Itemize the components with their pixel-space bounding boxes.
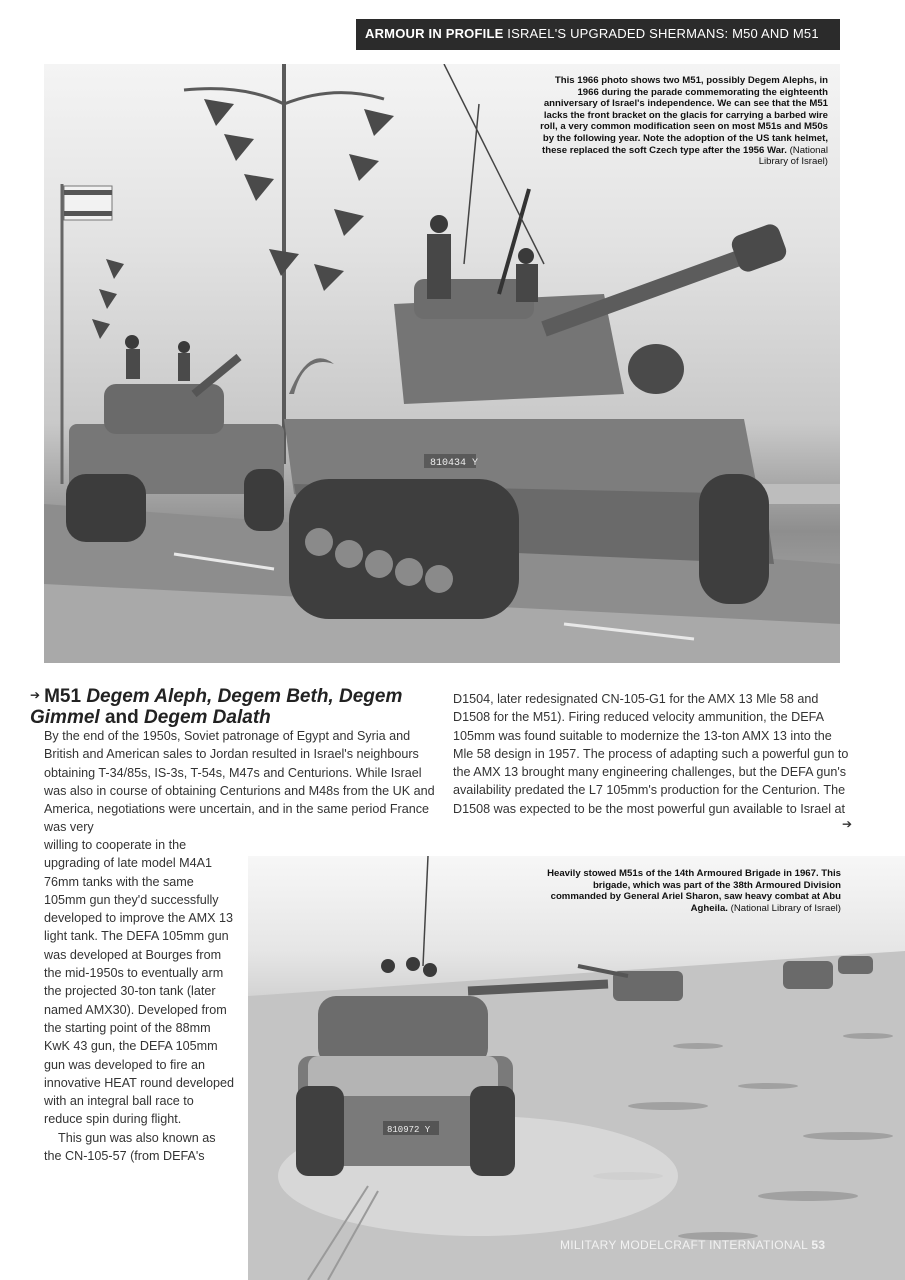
heading-variants: Degem Aleph, Degem Beth, Degem Gimmel — [30, 686, 403, 728]
desert-photo-illustration — [248, 856, 905, 1280]
heading-variant-last: Degem Dalath — [144, 707, 271, 728]
body-paragraph-2: This gun was also known as the CN-105-57 (from DEFA's — [44, 1130, 216, 1164]
page-number: 53 — [811, 1238, 826, 1252]
photo-credit: (National Library of Israel) — [758, 144, 828, 168]
photo-caption — [541, 868, 841, 914]
hull-number-2: 810972 Y — [387, 1125, 431, 1135]
body-paragraph: By the end of the 1950s, Soviet patronage of Egypt and Syria and British and American sales to Jordan resulted in Israel's neighbours obtaining T-34/85s, IS-3s, T-54s, M47s and Centurions. While Israel was also in course of obtaining Centurions and M48s from the UK and America, negotiations were uncertain, and in the same period France was very — [44, 729, 435, 835]
section-label: ARMOUR IN PROFILE — [365, 26, 504, 41]
caption-text: This 1966 photo shows two M51, possibly Degem Alephs, in 1966 during the parade commemorating the eighteenth anniversary of Israel's independence. We can see that the M51 lacks the front bracket on the glacis for carrying a barbed wire roll, a very common modification seen on most M51s and M50s by the following year. Note the adoption of the US tank helmet, these replaced the soft Czech type after the 1956 War. — [540, 75, 828, 156]
publication-name: MILITARY MODELCRAFT INTERNATIONAL — [560, 1238, 808, 1252]
body-column-right: D1504, later redesignated CN-105-G1 for the AMX 13 Mle 58 and D1508 for the M51). Firing reduced velocity ammunition, the DEFA 105mm was found suitable to modernize the 13-ton AMX 13 into the Mle 58 design in 1957. The process of adapting such a powerful gun to the AMX 13 brought many engineering challenges, but the DEFA gun's availability predated the L7 105mm's production for the Centurion. The D1508 was expected to be the most powerful gun available to Israel at — [453, 692, 849, 816]
arrow-right-icon: ➔ — [30, 688, 41, 702]
parade-photo — [44, 64, 840, 663]
continue-arrow-icon: ➔ — [842, 817, 853, 831]
desert-photo — [248, 856, 905, 1280]
body-paragraph-continued: willing to cooperate in the upgrading of late model M4A1 76mm tanks with the same 105mm gun they'd successfully developed to improve the AMX 13 light tank. The DEFA 105mm gun was developed at Bourges from the mid-1950s to eventually arm the projected 30-ton tank (later named AMX30). Developed from the starting point of the 88mm KwK 43 gun, the DEFA 105mm gun was developed to fire an innovative HEAT round developed with an integral ball race to reduce spin during flight. — [44, 838, 234, 1127]
photo-caption — [538, 75, 828, 168]
heading-and: and — [104, 707, 139, 728]
hull-number-1: 810434 Y — [430, 458, 479, 469]
page-footer — [560, 1238, 825, 1252]
photo-credit: (National Library of Israel) — [730, 902, 841, 914]
body-column-narrow — [44, 836, 234, 1165]
heading-model: M51 — [44, 686, 82, 707]
caption-text: Heavily stowed M51s of the 14th Armoured Brigade in 1967. This brigade, which was part of the 38th Armoured Division commanded by General Ariel Sharon, saw heavy combat at Abu Agheila. — [547, 868, 841, 914]
article-title: ISRAEL'S UPGRADED SHERMANS: M50 AND M51 — [507, 26, 819, 41]
section-header — [356, 19, 840, 50]
article-heading — [30, 687, 430, 728]
